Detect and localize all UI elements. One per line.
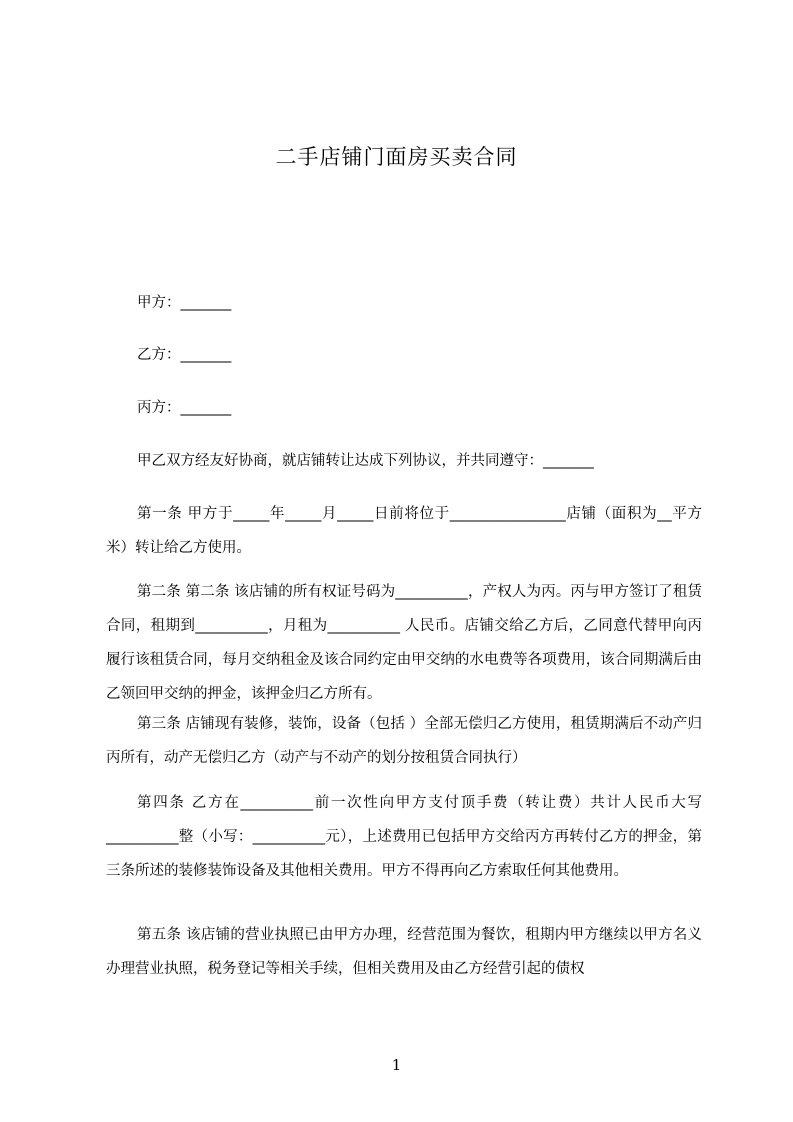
party-b-line: 乙方：_______ (137, 347, 232, 363)
article-1-paragraph: 第一条 甲方于_____年_____月_____日前将位于________________店铺（面积为__平方米）转让给乙方使用。 (106, 506, 702, 556)
page-number: 1 (391, 1056, 402, 1074)
party-a-line: 甲方：_______ (137, 295, 232, 311)
preamble-paragraph: 甲乙双方经友好协商，就店铺转让达成下列协议，并共同遵守：_______ (137, 453, 594, 469)
article-3-paragraph: 第三条 店铺现有装修，装饰，设备（包括 ）全部无偿归乙方使用，租赁期满后不动产归丙所有，动产无偿归乙方（动产与不动产的划分按租赁合同执行） (106, 716, 702, 766)
article-5-paragraph: 第五条 该店铺的营业执照已由甲方办理，经营范围为餐饮，租期内甲方继续以甲方名义办理营业执照，税务登记等相关手续，但相关费用及由乙方经营引起的债权 (106, 927, 702, 977)
document-title: 二手店铺门面房买卖合同 (275, 145, 518, 169)
article-4-paragraph: 第四条 乙方在__________前一次性向甲方支付顶手费（转让费）共计人民币大写__________整（小写：__________元），上述费用已包括甲方交给丙方再转付乙方的押金，第三条所述的装修装饰设备及其他相关费用。甲方不得再向乙方索取任何其他费用。 (106, 795, 702, 879)
party-c-line: 丙方：_______ (137, 400, 232, 416)
article-2-paragraph: 第二条 第二条 该店铺的所有权证号码为__________，产权人为丙。丙与甲方签订了租赁合同，租期到__________，月租为__________ 人民币。店铺交给乙方后，乙同意代替甲向丙履行该租赁合同，每月交纳租金及该合同约定由甲交纳的水电费等各项费用，该合同期满后由乙领回甲交纳的押金，该押金归乙方所有。 (106, 584, 702, 702)
